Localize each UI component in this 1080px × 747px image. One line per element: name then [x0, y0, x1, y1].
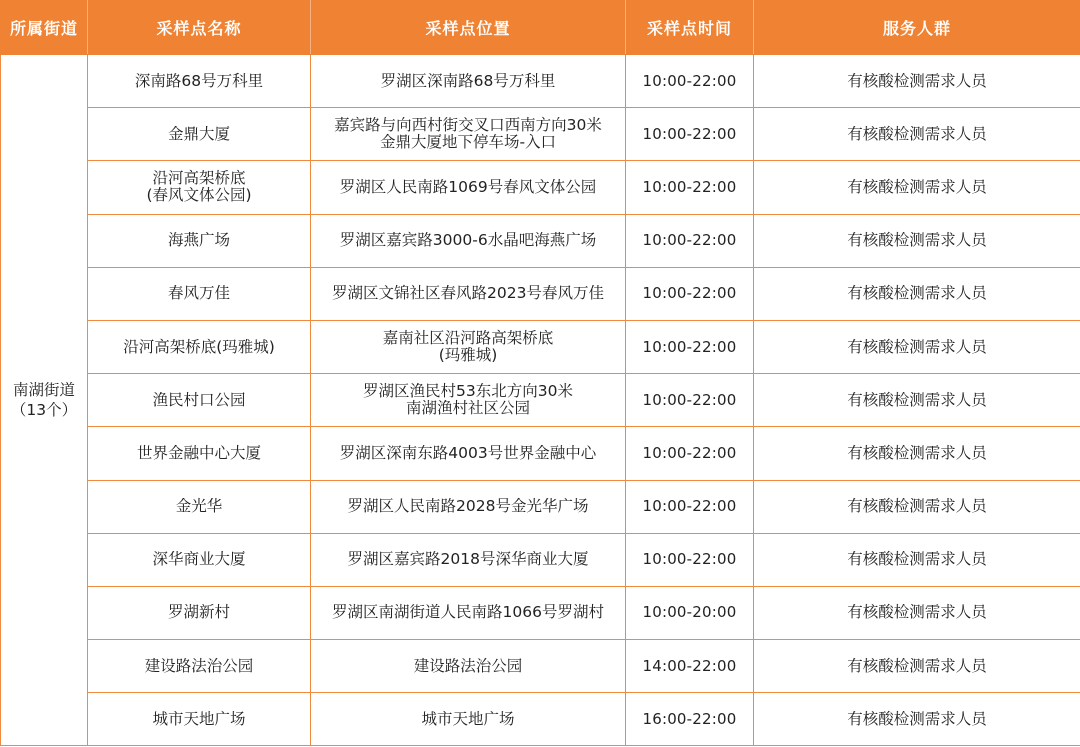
site-time-cell: 10:00-20:00 — [626, 586, 754, 639]
site-location-text: 建设路法治公园 — [413, 656, 523, 675]
table-row — [1, 161, 1080, 214]
site-location-text: 罗湖区南湖街道人民南路1066号罗湖村 — [332, 603, 604, 622]
site-location-text: 南湖渔村社区公园 — [405, 399, 530, 418]
site-time-cell: 16:00-22:00 — [626, 693, 754, 746]
table-row — [1, 267, 1080, 320]
site-name-text: 建设路法治公园 — [144, 656, 254, 675]
site-name-text: 深华商业大厦 — [152, 550, 246, 569]
table-row — [1, 320, 1080, 373]
site-location-cell — [311, 320, 626, 373]
site-location-cell — [311, 533, 626, 586]
table-row — [1, 108, 1080, 161]
table-header — [1, 1, 1080, 55]
table-body — [1, 55, 1080, 746]
site-name-cell — [88, 161, 311, 214]
site-time-cell: 10:00-22:00 — [626, 533, 754, 586]
site-name-cell — [88, 693, 311, 746]
site-name-cell — [88, 214, 311, 267]
site-name-text: (春风文体公园) — [146, 186, 252, 205]
site-location-text: 嘉南社区沿河路高架桥底 — [382, 329, 554, 348]
header-location: 采样点位置 — [311, 1, 626, 55]
site-name-text: 城市天地广场 — [152, 709, 246, 728]
district-cell — [1, 55, 88, 746]
site-location-cell — [311, 161, 626, 214]
site-location-text: 罗湖区渔民村53东北方向30米 — [363, 382, 573, 401]
table-row — [1, 480, 1080, 533]
site-time-cell: 10:00-22:00 — [626, 427, 754, 480]
site-location-text: 嘉宾路与向西村街交叉口西南方向30米 — [334, 116, 602, 135]
site-location-text: 金鼎大厦地下停车场-入口 — [379, 133, 557, 152]
site-people-cell: 有核酸检测需求人员 — [754, 55, 1080, 108]
table-row — [1, 427, 1080, 480]
header-row — [1, 1, 1080, 55]
site-name-text: 世界金融中心大厦 — [136, 443, 261, 462]
table-row — [1, 55, 1080, 108]
site-time-cell: 10:00-22:00 — [626, 480, 754, 533]
site-location-cell — [311, 267, 626, 320]
site-location-text: 罗湖区人民南路1069号春风文体公园 — [339, 177, 597, 196]
site-location-cell — [311, 427, 626, 480]
site-name-cell — [88, 320, 311, 373]
site-location-cell — [311, 480, 626, 533]
site-name-cell — [88, 267, 311, 320]
site-name-text: 金光华 — [175, 497, 223, 516]
site-name-cell — [88, 374, 311, 427]
site-time-cell: 10:00-22:00 — [626, 267, 754, 320]
site-location-text: 罗湖区嘉宾路3000-6水晶吧海燕广场 — [339, 231, 597, 250]
site-time-cell: 14:00-22:00 — [626, 640, 754, 693]
site-name-cell — [88, 533, 311, 586]
site-name-text: 沿河高架桥底 — [152, 169, 246, 188]
site-people-cell: 有核酸检测需求人员 — [754, 427, 1080, 480]
site-time-cell: 10:00-22:00 — [626, 374, 754, 427]
header-name: 采样点名称 — [88, 1, 311, 55]
site-location-text: (玛雅城) — [438, 346, 498, 365]
site-name-text: 深南路68号万科里 — [134, 71, 264, 90]
site-people-cell: 有核酸检测需求人员 — [754, 108, 1080, 161]
table-row — [1, 586, 1080, 639]
table-row — [1, 214, 1080, 267]
table-row — [1, 693, 1080, 746]
site-name-cell — [88, 108, 311, 161]
site-people-cell: 有核酸检测需求人员 — [754, 480, 1080, 533]
site-people-cell: 有核酸检测需求人员 — [754, 533, 1080, 586]
site-time-cell: 10:00-22:00 — [626, 161, 754, 214]
site-location-text: 城市天地广场 — [421, 709, 515, 728]
site-location-text: 罗湖区嘉宾路2018号深华商业大厦 — [347, 550, 589, 569]
site-location-cell — [311, 693, 626, 746]
site-people-cell: 有核酸检测需求人员 — [754, 214, 1080, 267]
site-people-cell: 有核酸检测需求人员 — [754, 267, 1080, 320]
site-name-cell — [88, 640, 311, 693]
site-time-cell: 10:00-22:00 — [626, 214, 754, 267]
header-district: 所属街道 — [1, 1, 88, 55]
table-row — [1, 533, 1080, 586]
district-name: 南湖街道 — [12, 381, 75, 400]
site-people-cell: 有核酸检测需求人员 — [754, 640, 1080, 693]
site-name-cell — [88, 427, 311, 480]
site-location-text: 罗湖区人民南路2028号金光华广场 — [347, 497, 589, 516]
site-location-text: 罗湖区深南路68号万科里 — [380, 71, 556, 90]
site-name-cell — [88, 55, 311, 108]
site-location-cell — [311, 586, 626, 639]
site-location-cell — [311, 640, 626, 693]
site-location-text: 罗湖区深南东路4003号世界金融中心 — [339, 443, 597, 462]
site-people-cell: 有核酸检测需求人员 — [754, 693, 1080, 746]
site-name-text: 金鼎大厦 — [167, 124, 230, 143]
site-location-cell — [311, 214, 626, 267]
site-time-cell: 10:00-22:00 — [626, 55, 754, 108]
site-name-text: 沿河高架桥底(玛雅城) — [123, 337, 275, 356]
header-time: 采样点时间 — [626, 1, 754, 55]
site-name-cell — [88, 480, 311, 533]
site-name-text: 渔民村口公园 — [152, 390, 246, 409]
site-people-cell: 有核酸检测需求人员 — [754, 161, 1080, 214]
site-location-cell — [311, 374, 626, 427]
site-name-text: 罗湖新村 — [167, 603, 230, 622]
site-name-cell — [88, 586, 311, 639]
site-location-text: 罗湖区文锦社区春风路2023号春风万佳 — [332, 284, 604, 303]
site-name-text: 海燕广场 — [167, 231, 230, 250]
table-row — [1, 374, 1080, 427]
table-row — [1, 640, 1080, 693]
site-location-cell — [311, 55, 626, 108]
site-location-cell — [311, 108, 626, 161]
site-people-cell: 有核酸检测需求人员 — [754, 320, 1080, 373]
district-count: （13个） — [10, 401, 78, 420]
site-people-cell: 有核酸检测需求人员 — [754, 586, 1080, 639]
site-time-cell: 10:00-22:00 — [626, 320, 754, 373]
header-people: 服务人群 — [754, 1, 1080, 55]
site-name-text: 春风万佳 — [167, 284, 230, 303]
site-time-cell: 10:00-22:00 — [626, 108, 754, 161]
site-people-cell: 有核酸检测需求人员 — [754, 374, 1080, 427]
